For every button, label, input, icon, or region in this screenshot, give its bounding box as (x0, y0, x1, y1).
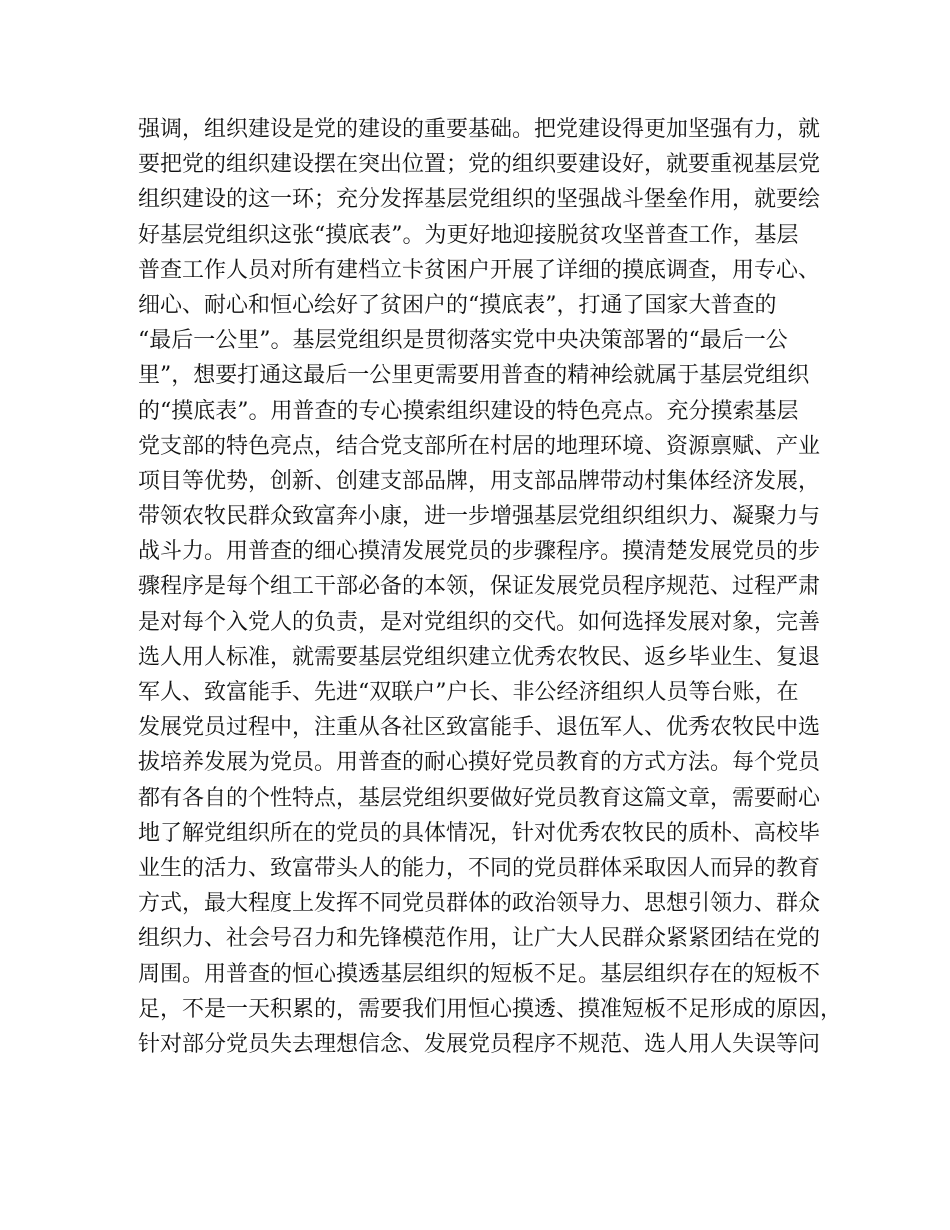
text-line: 组织力、社会号召力和先锋模范作用，让广大人民群众紧紧团结在党的 (138, 926, 821, 952)
text-line: 带领农牧民群众致富奔小康，进一步增强基层党组织组织力、凝聚力与 (138, 504, 821, 530)
text-line: 普查工作人员对所有建档立卡贫困户开展了详细的摸底调查，用专心、 (138, 257, 821, 283)
text-line: 里”，想要打通这最后一公里更需要用普查的精神绘就属于基层党组织 (138, 363, 810, 389)
text-line: 选人用人标准，就需要基层党组织建立优秀农牧民、返乡毕业生、复退 (138, 644, 821, 670)
text-line: 细心、耐心和恒心绘好了贫困户的“摸底表”，打通了国家大普查的 (138, 292, 777, 318)
text-line: 地了解党组织所在的党员的具体情况，针对优秀农牧民的质朴、高校毕 (138, 820, 821, 846)
text-line: 业生的活力、致富带头人的能力，不同的党员群体采取因人而异的教育 (138, 855, 821, 881)
text-line: 针对部分党员失去理想信念、发展党员程序不规范、选人用人失误等问 (138, 1031, 821, 1057)
text-line: 周围。用普查的恒心摸透基层组织的短板不足。基层组织存在的短板不 (138, 961, 821, 987)
text-line: 党支部的特色亮点，结合党支部所在村居的地理环境、资源禀赋、产业 (138, 433, 821, 459)
text-line: 拔培养发展为党员。用普查的耐心摸好党员教育的方式方法。每个党员 (138, 750, 821, 776)
text-line: 好基层党组织这张“摸底表”。为更好地迎接脱贫攻坚普查工作，基层 (138, 222, 799, 248)
text-line: 足，不是一天积累的，需要我们用恒心摸透、摸准短板不足形成的原因， (138, 996, 843, 1022)
text-line: 的“摸底表”。用普查的专心摸索组织建设的特色亮点。充分摸索基层 (138, 398, 799, 424)
text-line: 项目等优势，创新、创建支部品牌，用支部品牌带动村集体经济发展， (138, 468, 821, 494)
text-line: 方式，最大程度上发挥不同党员群体的政治领导力、思想引领力、群众 (138, 891, 821, 917)
text-line: 强调，组织建设是党的建设的重要基础。把党建设得更加坚强有力，就 (138, 117, 821, 142)
text-line: 战斗力。用普查的细心摸清发展党员的步骤程序。摸清楚发展党员的步 (138, 539, 821, 565)
text-line: “最后一公里”。基层党组织是贯彻落实党中央决策部署的“最后一公 (138, 328, 788, 354)
text-line: 都有各自的个性特点，基层党组织要做好党员教育这篇文章，需要耐心 (138, 785, 821, 811)
text-line: 组织建设的这一环；充分发挥基层党组织的坚强战斗堡垒作用，就要绘 (138, 187, 821, 213)
body-text (138, 112, 843, 1062)
text-line: 骤程序是每个组工干部必备的本领，保证发展党员程序规范、过程严肃 (138, 574, 821, 600)
text-line: 军人、致富能手、先进“双联户”户长、非公经济组织人员等台账，在 (138, 680, 799, 705)
text-line: 发展党员过程中，注重从各社区致富能手、退伍军人、优秀农牧民中选 (138, 715, 821, 741)
text-line: 是对每个入党人的负责，是对党组织的交代。如何选择发展对象，完善 (138, 609, 821, 635)
text-line: 要把党的组织建设摆在突出位置；党的组织要建设好，就要重视基层党 (138, 152, 821, 178)
